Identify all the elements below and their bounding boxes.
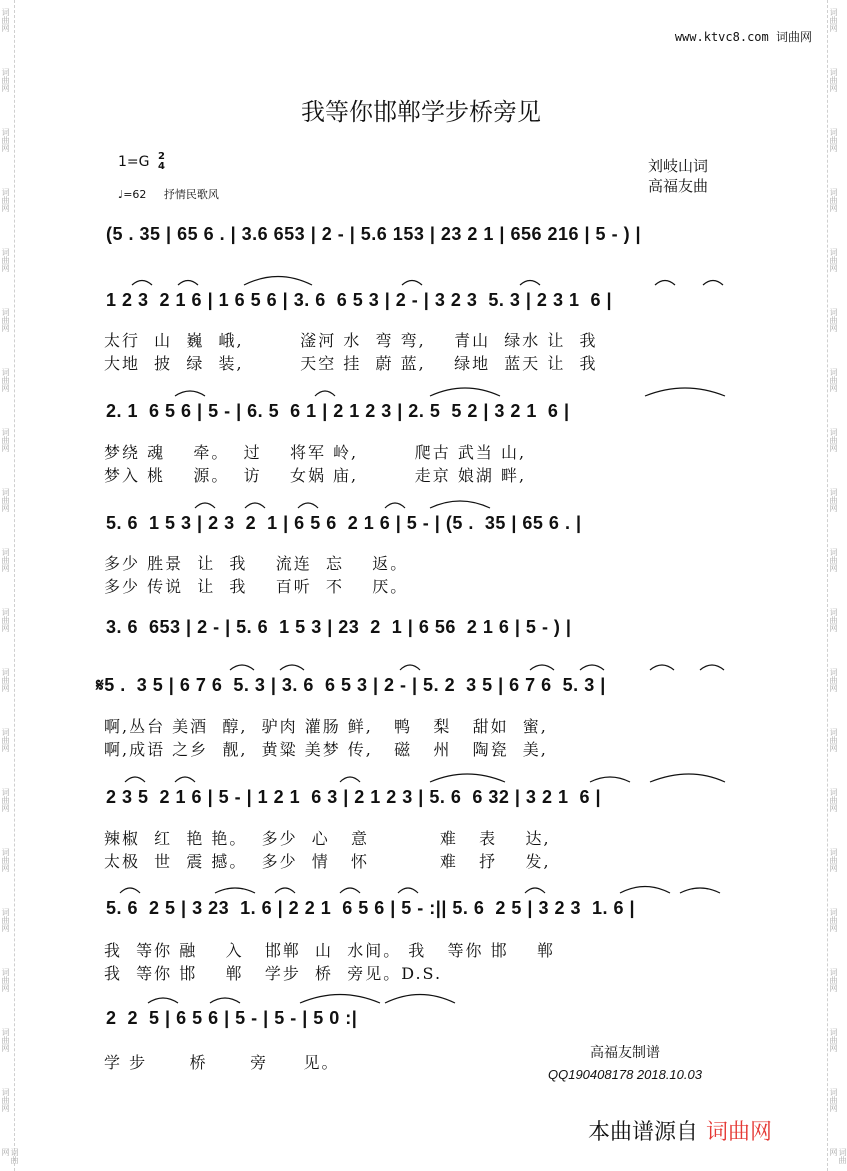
composer-credit: 高福友曲	[648, 177, 709, 195]
key-label: 1=G	[118, 154, 150, 170]
watermark-text: 词曲网	[829, 908, 838, 932]
qq-date: QQ190408178 2018.10.03	[548, 1067, 702, 1082]
watermark-text: 词曲网	[1, 608, 10, 632]
transcriber-credit: 高福友制谱	[590, 1045, 660, 1061]
source-footer	[588, 1115, 772, 1146]
key-signature	[118, 152, 165, 172]
lyrics-3-verse-1: 梦绕 魂 牵。 过 将军 岭, 爬古 武当 山,	[104, 443, 527, 462]
lyrics-4-verse-2: 多少 传说 让 我 百听 不 厌。	[104, 577, 409, 596]
watermark-text: 词曲网	[1, 728, 10, 752]
watermark-text: 词曲网	[1, 8, 10, 32]
lyrics-4-verse-1: 多少 胜景 让 我 流连 忘 返。	[104, 554, 409, 573]
staff-line-8: 5. 6 2 5 | 3 23 1. 6 | 2 2 1 6 5 6 | 5 - :|| 5. 6 2 5 | 3 2 3 1. 6 |	[106, 898, 636, 918]
watermark-text: 词曲网	[1, 1088, 10, 1112]
lyrics-7-verse-1: 辣椒 红 艳 艳。 多少 心 意 难 表 达,	[104, 829, 551, 848]
watermark-text: 词曲网	[1, 968, 10, 992]
watermark-text: 词曲网	[829, 728, 838, 752]
watermark-text: 词曲网	[1, 788, 10, 812]
song-title: 我等你邯郸学步桥旁见	[301, 98, 541, 126]
watermark-text: 词曲网	[829, 308, 838, 332]
watermark-text: 词曲网	[829, 368, 838, 392]
watermark-text: 词曲网	[829, 668, 838, 692]
watermark-text: 词曲网	[829, 608, 838, 632]
staff-line-7: 2 3 5 2 1 6 | 5 - | 1 2 1 6 3 | 2 1 2 3 | 5. 6 6 32 | 3 2 1 6 |	[106, 787, 602, 807]
watermark-text: 词曲网	[1, 68, 10, 92]
lyrics-7-verse-2: 太极 世 震 撼。 多少 情 怀 难 抒 发,	[104, 852, 551, 871]
time-top: 2	[157, 151, 165, 162]
left-watermark-strip	[0, 0, 19, 1171]
watermark-text: 词曲网	[1, 668, 10, 692]
tempo-style: 抒情民歌风	[163, 188, 219, 201]
watermark-text: 词曲网	[1, 248, 10, 272]
tempo-line	[118, 186, 219, 202]
staff-line-1: (5 . 35 | 65 6 . | 3.6 653 | 2 - | 5.6 153 | 23 2 1 | 656 216 | 5 - ) |	[106, 224, 642, 244]
source-prefix: 本曲谱源自	[588, 1120, 699, 1145]
watermark-text: 词曲网	[829, 428, 838, 452]
site-name-text[interactable]: 词曲网	[775, 30, 812, 44]
lyrics-8-verse-2: 我 等你 邯 郸 学步 桥 旁见。D.S.	[104, 964, 443, 983]
watermark-text: 词曲网	[829, 488, 838, 512]
staff-line-9: 2 2 5 | 6 5 6 | 5 - | 5 - | 5 0 :|	[106, 1008, 358, 1028]
right-watermark-strip	[827, 0, 847, 1171]
watermark-text: 词曲网	[829, 8, 838, 32]
lyrics-6-verse-1: 啊,丛台 美酒 醇, 驴肉 灌肠 鲜, 鸭 梨 甜如 蜜,	[104, 717, 548, 736]
staff-line-2: 1 2 3 2 1 6 | 1 6 5 6 | 3. 6 6 5 3 | 2 - | 3 2 3 5. 3 | 2 3 1 6 |	[106, 290, 613, 310]
watermark-text: 词曲网	[829, 248, 838, 272]
watermark-text: 词曲网	[829, 848, 838, 872]
site-url-text[interactable]: www.ktvc8.com	[674, 30, 769, 44]
watermark-text: 词曲网	[829, 548, 838, 572]
source-brand[interactable]: 词曲网	[706, 1120, 773, 1145]
site-url[interactable]	[675, 28, 812, 45]
lyrics-3-verse-2: 梦入 桃 源。 访 女娲 庙, 走京 娘湖 畔,	[104, 466, 527, 485]
lyrics-8-verse-1: 我 等你 融 入 邯郸 山 水间。 我 等你 邯 郸	[104, 941, 555, 960]
staff-line-6: 𝄋5 . 3 5 | 6 7 6 5. 3 | 3. 6 6 5 3 | 2 - | 5. 2 3 5 | 6 7 6 5. 3 |	[96, 675, 606, 695]
watermark-text: 词曲网	[1, 848, 10, 872]
watermark-text: 词曲网	[1, 488, 10, 512]
watermark-text: 词曲网	[829, 788, 838, 812]
watermark-text: 词曲网	[829, 1088, 838, 1112]
watermark-text: 词曲网	[1, 428, 10, 452]
staff-line-3: 2. 1 6 5 6 | 5 - | 6. 5 6 1 | 2 1 2 3 | 2. 5 5 2 | 3 2 1 6 |	[106, 401, 570, 421]
watermark-text: 词曲网	[1, 188, 10, 212]
watermark-text: 词曲网	[829, 1028, 838, 1052]
staff-line-4: 5. 6 1 5 3 | 2 3 2 1 | 6 5 6 2 1 6 | 5 - | (5 . 35 | 65 6 . |	[106, 513, 582, 533]
watermark-text: 词曲网	[1, 368, 10, 392]
watermark-text: 词曲网	[829, 188, 838, 212]
lyrics-2-verse-2: 大地 披 绿 装, 天空 挂 蔚 蓝, 绿地 蓝天 让 我	[104, 354, 598, 373]
watermark-text: 词曲网	[1, 1028, 10, 1052]
lyrics-9: 学 步 桥 旁 见。	[104, 1053, 340, 1072]
watermark-text: 词曲网	[1, 308, 10, 332]
watermark-text: 词曲网	[829, 128, 838, 152]
lyrics-6-verse-2: 啊,成语 之乡 靓, 黄粱 美梦 传, 磁 州 陶瓷 美,	[104, 740, 548, 759]
watermark-text: 词曲网	[1, 908, 10, 932]
time-signature	[158, 152, 165, 172]
watermark-text: 词曲网	[1, 548, 10, 572]
watermark-text: 词曲网	[1, 128, 10, 152]
watermark-text: 词曲网	[829, 68, 838, 92]
lyricist-credit: 刘岐山词	[648, 157, 709, 175]
staff-line-5: 3. 6 653 | 2 - | 5. 6 1 5 3 | 23 2 1 | 6 56 2 1 6 | 5 - ) |	[106, 617, 572, 637]
watermark-text: 词曲网	[1, 1148, 19, 1164]
tempo-mark: ♩=62	[118, 188, 147, 201]
watermark-text: 词曲网	[829, 968, 838, 992]
lyrics-2-verse-1: 太行 山 巍 峨, 滏河 水 弯 弯, 青山 绿水 让 我	[104, 331, 598, 350]
time-bottom: 4	[157, 161, 165, 172]
watermark-text: 词曲网	[829, 1148, 847, 1164]
